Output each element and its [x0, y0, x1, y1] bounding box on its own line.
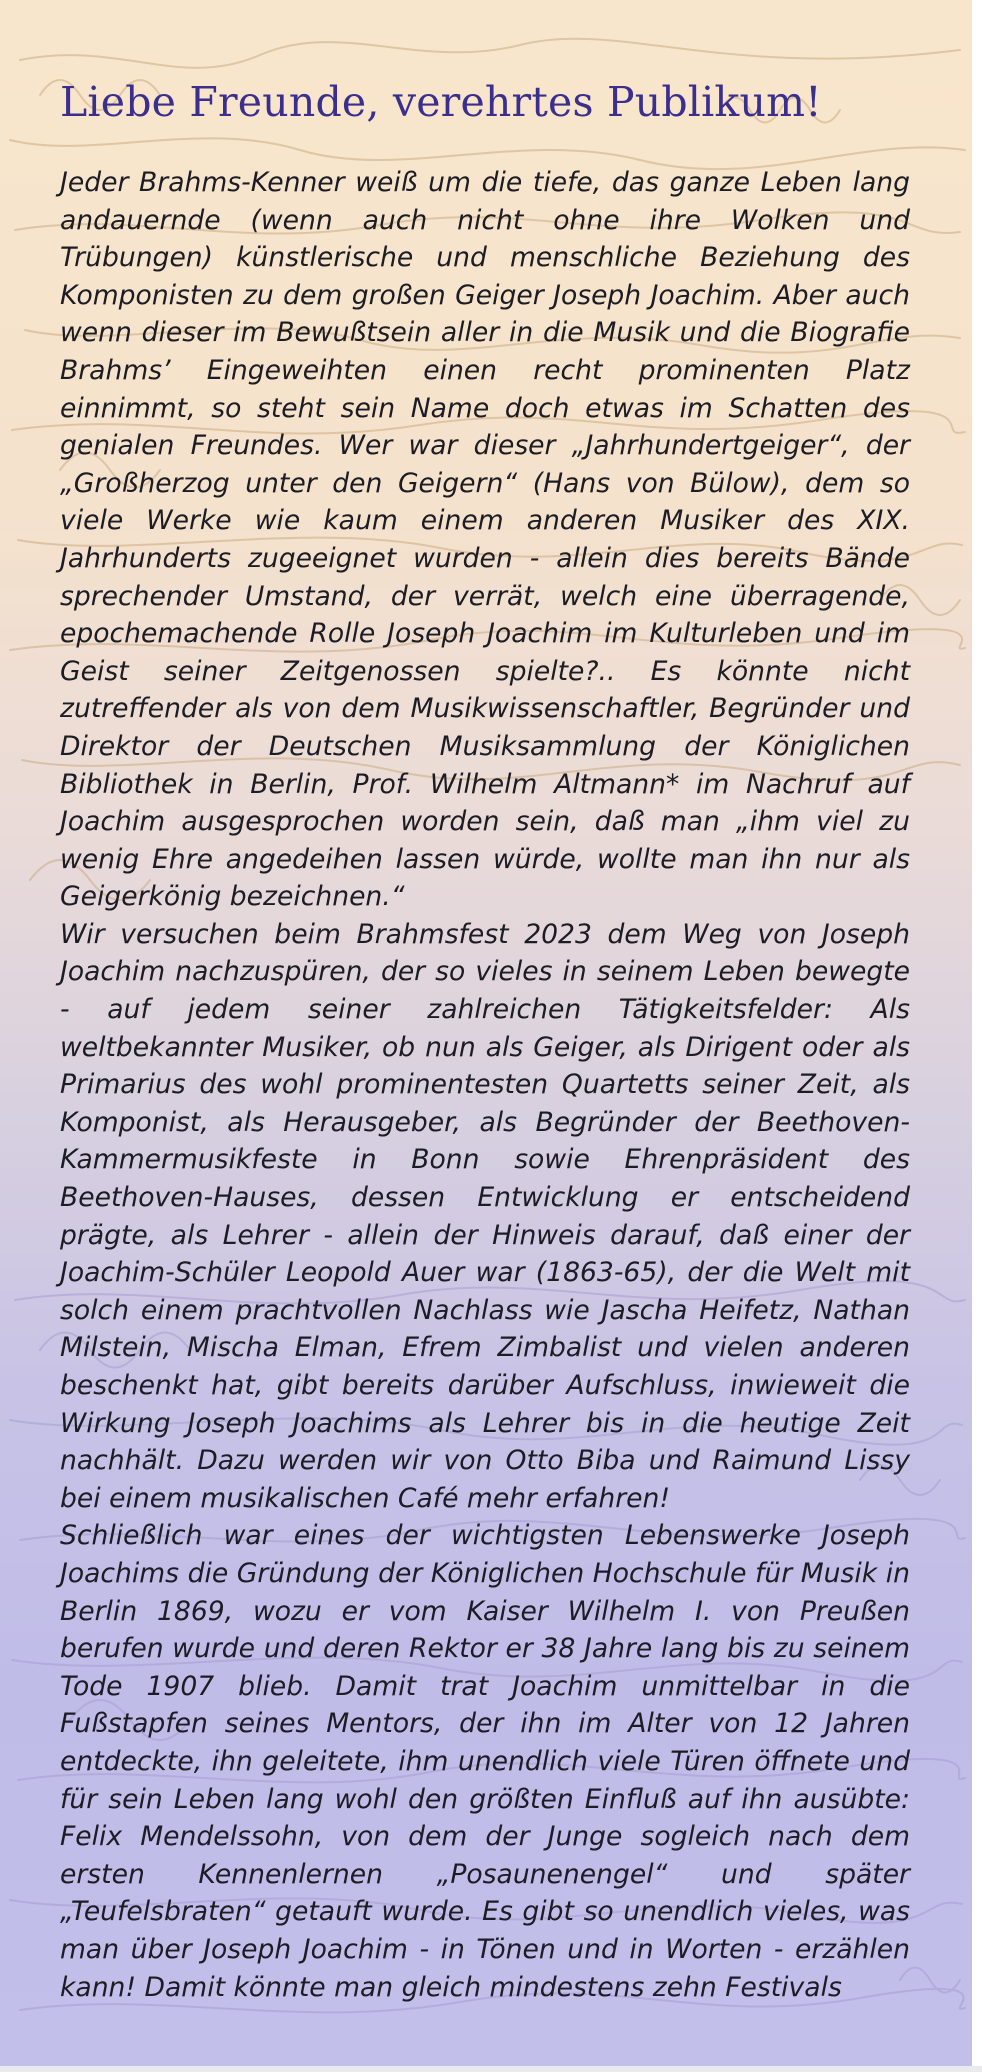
- paragraph-1: Jeder Brahms-Kenner weiß um die tiefe, das ganze Leben lang andauernde (wenn auch nicht ohne ihre Wolken und Trübungen) künstlerische und menschliche Beziehung des Komponisten zu dem großen Geiger Joseph Joachim. Aber auch wenn dieser im Bewußtsein aller in die Musik und die Biografie Brahms’ Eingeweihten einen recht prominenten Platz einnimmt, so steht sein Name doch etwas im Schatten des genialen Freundes. Wer war dieser „Jahrhundertgeiger“, der „Großherzog unter den Geigern“ (Hans von Bülow), dem so viele Werke wie kaum einem anderen Musiker des XIX. Jahrhunderts zugeeignet wurden - allein dies bereits Bände sprechender Umstand, der verrät, welch eine überragende, epochemachende Rolle Joseph Joachim im Kulturleben und im Geist seiner Zeitgenossen spielte?.. Es könnte nicht zutreffender als von dem Musikwissenschaftler, Begründer und Direktor der Deutschen Musiksammlung der Königlichen Bibliothek in Berlin, Prof. Wilhelm Altmann* im Nachruf auf Joachim ausgesprochen worden sein, daß man „ihm viel zu wenig Ehre angedeihen lassen würde, wollte man ihn nur als Geigerkönig bezeichnen.“: [60, 167, 910, 913]
- page-title: Liebe Freunde, verehrtes Publikum!: [60, 78, 822, 126]
- page-right-margin: [972, 0, 982, 2072]
- letter-content: [60, 76, 910, 2006]
- page-bottom-margin: [0, 2066, 982, 2072]
- paragraph-2: Wir versuchen beim Brahmsfest 2023 dem Weg von Joseph Joachim nachzuspüren, der so vieles in seinem Leben bewegte - auf jedem seiner zahlreichen Tätigkeitsfelder: Als weltbekannter Musiker, ob nun als Geiger, als Dirigent oder als Primarius des wohl prominentesten Quartetts seiner Zeit, als Komponist, als Herausgeber, als Begründer der Beethoven-Kammermusikfeste in Bonn sowie Ehrenpräsident des Beethoven-Hauses, dessen Entwicklung er entscheidend prägte, als Lehrer - allein der Hinweis darauf, daß einer der Joachim-Schüler Leopold Auer war (1863-65), der die Welt mit solch einem prachtvollen Nachlass wie Jascha Heifetz, Nathan Milstein, Mischa Elman, Efrem Zimbalist und vielen anderen beschenkt hat, gibt bereits darüber Aufschluss, inwieweit die Wirkung Joseph Joachims als Lehrer bis in die heutige Zeit nachhält. Dazu werden wir von Otto Biba und Raimund Lissy bei einem musikalischen Café mehr erfahren!: [60, 918, 910, 1514]
- letter-body: [60, 164, 910, 2006]
- paragraph-3: Schließlich war eines der wichtigsten Lebenswerke Joseph Joachims die Gründung der Königlichen Hochschule für Musik in Berlin 1869, wozu er vom Kaiser Wilhelm I. von Preußen berufen wurde und deren Rektor er 38 Jahre lang bis zu seinem Tode 1907 blieb. Damit trat Joachim unmittelbar in die Fußstapfen seines Mentors, der ihn im Alter von 12 Jahren entdeckte, ihn geleitete, ihm unendlich viele Türen öffnete und für sein Leben lang wohl den größten Einfluß auf ihn ausübte: Felix Mendelssohn, von dem der Junge sogleich nach dem ersten Kennenlernen „Posaunenengel“ und später „Teufelsbraten“ getauft wurde. Es gibt so unendlich vieles, was man über Joseph Joachim - in Tönen und in Worten - erzählen kann! Damit könnte man gleich mindestens zehn Festivals: [60, 1520, 910, 2003]
